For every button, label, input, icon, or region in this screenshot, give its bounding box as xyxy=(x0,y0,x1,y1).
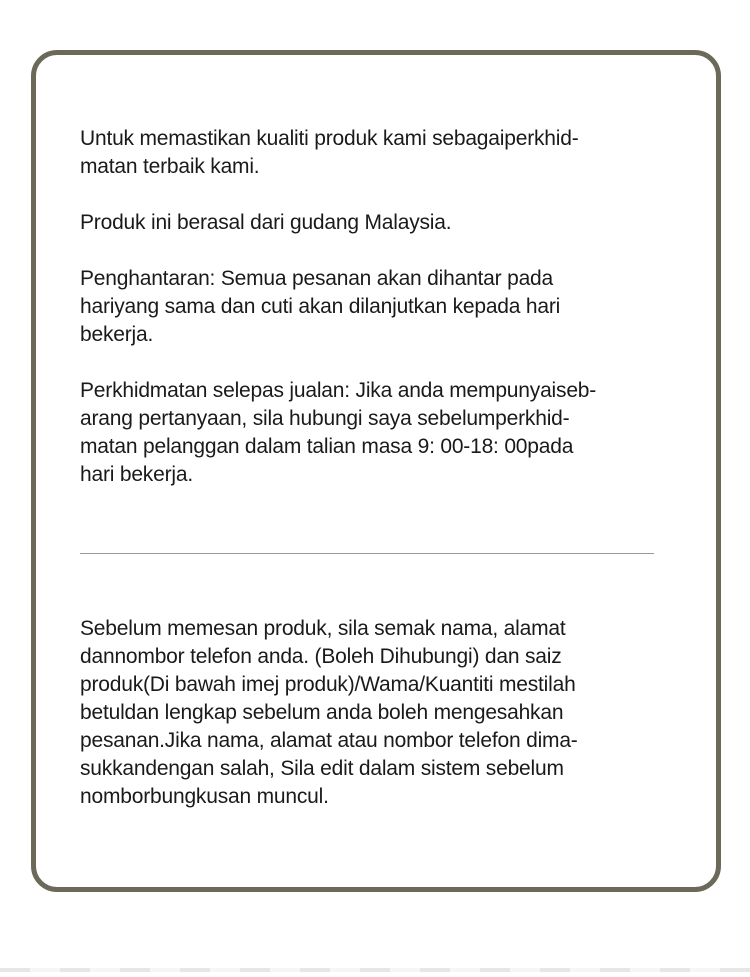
section-divider xyxy=(80,553,654,554)
origin-paragraph: Produk ini berasal dari gudang Malaysia. xyxy=(80,211,452,234)
order-notice-paragraph: Sebelum memesan produk, sila semak nama, alamat dannombor telefon anda. (Boleh Dihubungi) dan saiz produk(Di bawah imej produk)/Wama/Kuantiti mestilah betuldan lengkap sebelum anda boleh mengesahkan pesanan.Jika nama, alamat atau nombor telefon dima- sukkandengan salah, Sila edit dalam sistem sebelum nomborbungkusan muncul. xyxy=(80,617,578,808)
bottom-edge-strip xyxy=(0,968,750,972)
after-sales-paragraph: Perkhidmatan selepas jualan: Jika anda mempunyaiseb- arang pertanyaan, sila hubungi saya sebelumperkhid- matan pelanggan dalam talian masa 9: 00-18: 00pada hari bekerja. xyxy=(80,379,597,486)
shipping-paragraph: Penghantaran: Semua pesanan akan dihantar pada hariyang sama dan cuti akan dilanjutkan kepada hari bekerja. xyxy=(80,267,561,346)
info-card xyxy=(31,50,721,892)
quality-paragraph: Untuk memastikan kualiti produk kami sebagaiperkhid- matan terbaik kami. xyxy=(80,127,579,178)
